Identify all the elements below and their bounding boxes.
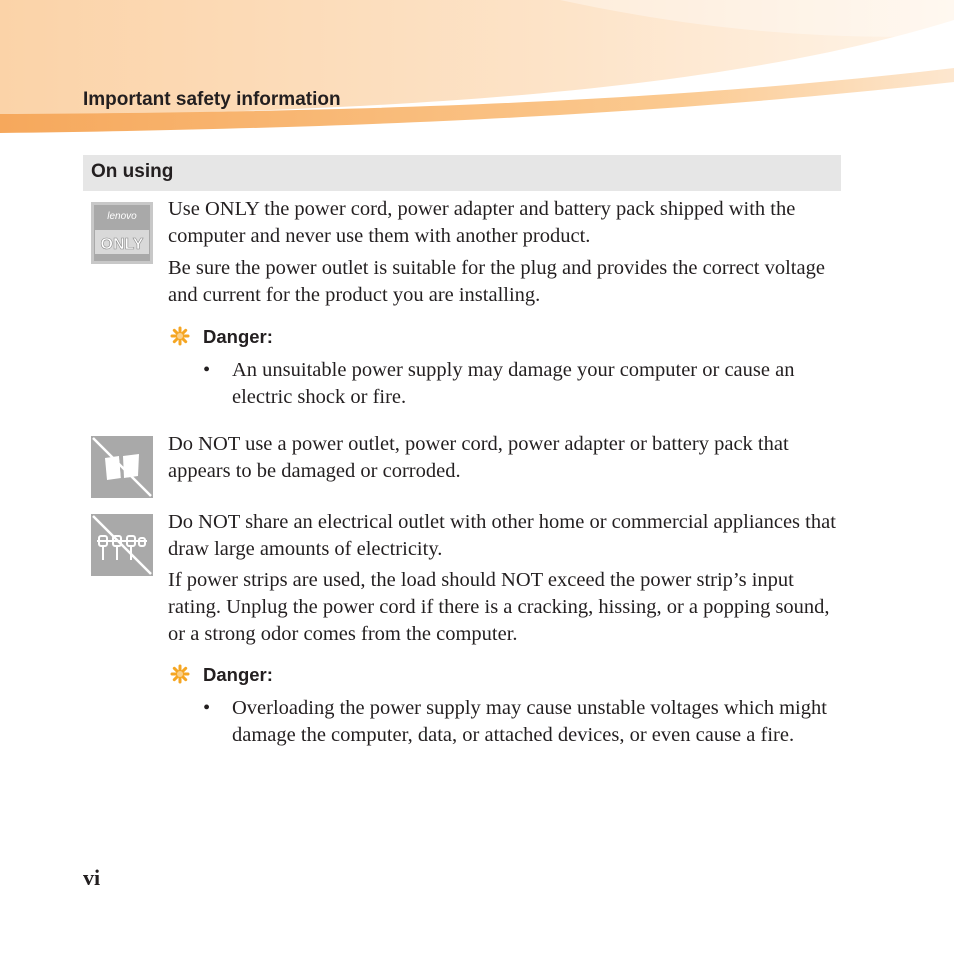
header-swoosh: [0, 0, 954, 140]
block1-paragraph-1: Use ONLY the power cord, power adapter and battery pack shipped with the computer and never use them with another product.: [168, 198, 796, 247]
block3-paragraph-1: Do NOT share an electrical outlet with other home or commercial appliances that draw large amounts of electricity.: [168, 511, 836, 560]
section-title: On using: [91, 161, 174, 182]
danger-bullet-1: An unsuitable power supply may damage your computer or cause an electric shock or fire.: [232, 359, 795, 408]
block2-paragraph-1: Do NOT use a power outlet, power cord, power adapter or battery pack that appears to be damaged or corroded.: [168, 433, 789, 482]
page-number: vi: [83, 865, 101, 890]
only-word: ONLY: [100, 236, 144, 253]
danger-heading-2: [170, 664, 273, 686]
no-shared-outlet-icon: [91, 514, 153, 576]
lenovo-logo-text: lenovo: [107, 211, 137, 222]
running-head: Important safety information: [83, 89, 341, 110]
bullet-glyph: •: [203, 697, 211, 719]
block1-paragraph-2: Be sure the power outlet is suitable for the plug and provides the correct voltage and current for the product you are installing.: [168, 257, 825, 306]
asterisk-star-icon: [170, 664, 190, 684]
danger-heading-1: [170, 326, 273, 348]
block3-paragraph-2: If power strips are used, the load should NOT exceed the power strip’s input rating. Unplug the power cord if there is a cracking, hissing, or a popping sound, or a strong odor comes from the computer.: [168, 569, 830, 645]
asterisk-star-icon: [170, 326, 190, 346]
lenovo-only-icon: [91, 202, 153, 264]
danger-label: Danger:: [203, 664, 273, 685]
danger-label: Danger:: [203, 326, 273, 347]
no-damaged-equipment-icon: [91, 436, 153, 498]
section-header: [83, 155, 841, 191]
bullet-glyph: •: [203, 359, 211, 381]
danger-bullet-2: Overloading the power supply may cause unstable voltages which might damage the computer, data, or attached devices, or even cause a fire.: [232, 697, 827, 746]
